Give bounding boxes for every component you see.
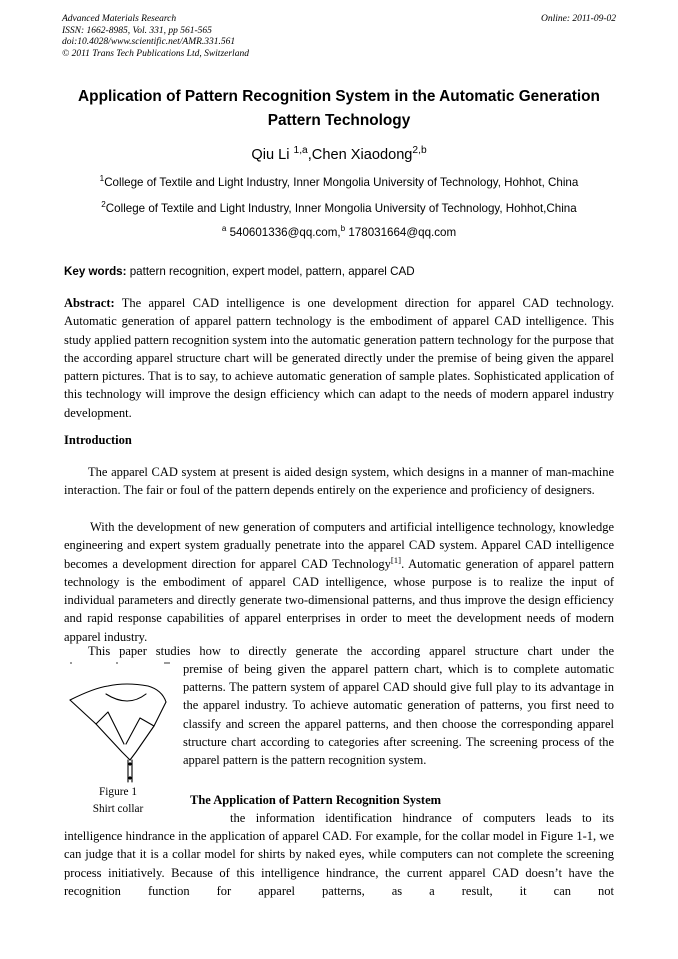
section-2-paragraph: intelligence hindrance in the application of apparel CAD. For example, for the collar model in Figure 1-1, we can judge that it is a collar model for shirts by naked eyes, while computers can not complete the screening process initiatively. Because of this intelligence hindrance, the current apparel CAD doesn’t have the recognition function for apparel patterns, as a result, it can not [64, 829, 614, 898]
keywords-text: pattern recognition, expert model, pattern, apparel CAD [126, 265, 415, 278]
affiliation-1 [0, 176, 678, 189]
paper-title: Application of Pattern Recognition System in the Automatic Generation Pattern Technology [78, 88, 600, 129]
citation-ref-1: [1] [390, 554, 402, 565]
abstract-text: The apparel CAD intelligence is one development direction for apparel CAD technology. Automatic generation of apparel pattern technology is the embodiment of apparel CAD intelligence. This study applied pattern recognition system into the automatic generation pattern technology for the purpose that the according apparel structure chart will be generated directly under the premise of being given the apparel pattern pictures. That is to say, to achieve automatic generation of sample plates. Sophisticated application of this technology will improve the design efficiency which can adapt to the needs of modern apparel industry development. [64, 296, 614, 420]
affiliation-1-text: College of Textile and Light Industry, Inner Mongolia University of Technology, Hohhot, China [104, 176, 579, 189]
copyright-line: © 2011 Trans Tech Publications Ltd, Switzerland [62, 48, 249, 59]
right-collar-point [126, 718, 154, 744]
abstract [64, 294, 614, 422]
journal-name: Advanced Materials Research [62, 14, 177, 24]
figure-label: Figure 1 [99, 786, 137, 798]
author-emails [0, 226, 678, 239]
email-a: 540601336@qq.com, [226, 226, 341, 239]
abstract-label: Abstract: [64, 296, 115, 310]
journal-header [62, 14, 249, 60]
intro-paragraph-2-part-a: With the development of new generation of computers and artificial intelligence technology, knowledge engineering and expert system gradually penetrate into the apparel CAD system. Apparel CAD intelligence becomes a development direction for apparel CAD Technology [64, 520, 614, 571]
keywords [64, 265, 415, 278]
intro-paragraph-2-part-b: . Automatic generation of apparel pattern technology is the embodiment of apparel CAD intelligence, whose purpose is to realize the input of individual parameters and directly generate two-dimensional patterns, and thus improve the design efficiency and rapid response capabilities of apparel enterprises in order to meet the development needs of modern apparel industry. [64, 556, 614, 644]
intro-paragraph-3-first-line: This paper studies how to directly generate the according apparel structure chart under the [88, 644, 614, 658]
section-2-heading: The Application of Pattern Recognition System [190, 793, 442, 807]
placket-button [128, 776, 131, 779]
affiliation-1-number: 1 [99, 174, 105, 184]
author-1: Qiu Li [251, 147, 290, 163]
figure-caption [62, 784, 174, 818]
introduction-heading: Introduction [64, 433, 132, 447]
right-collar-edge [130, 702, 166, 760]
author-1-superscript: 1,a [293, 145, 308, 157]
email-a-superscript: a [221, 224, 227, 234]
intro-paragraph-1: The apparel CAD system at present is aided design system, which designs in a manner of man-machine interaction. The fair or foul of the pattern depends entirely on the experience and proficiency of designers. [64, 465, 614, 498]
author-line [0, 147, 678, 163]
affiliation-2 [0, 202, 678, 215]
collar-button [128, 762, 131, 765]
author-2: ,Chen Xiaodong [307, 147, 413, 163]
section-2-first-line: the information identification hindrance of computers leads to its [230, 811, 614, 825]
affiliation-2-number: 2 [101, 200, 106, 210]
neckline-curve [106, 694, 146, 701]
online-date: Online: 2011-09-02 [540, 14, 616, 24]
intro-paragraph-3-wrapped: premise of being given the apparel pattern chart, which is to complete automatic patterns. The pattern system of apparel CAD should give full play to its advantage in the apparel industry. To achieve automatic generation of patterns, you first need to classify and screen the apparel patterns, and then choose the corresponding apparel structure chart according to categories after screening. The screening process of the apparel pattern is the pattern recognition system. [183, 662, 614, 768]
affiliation-2-text: College of Textile and Light Industry, Inner Mongolia University of Technology, Hohhot,China [105, 202, 577, 215]
author-2-superscript: 2,b [412, 145, 427, 157]
figure-caption-text: Shirt collar [92, 803, 144, 815]
shirt-collar-drawing [62, 660, 172, 785]
doi-line: doi:10.4028/www.scientific.net/AMR.331.561 [62, 37, 236, 47]
keywords-label: Key words: [64, 265, 127, 278]
email-b: 178031664@qq.com [345, 226, 457, 239]
shirt-collar-figure [62, 660, 172, 785]
email-b-superscript: b [340, 224, 346, 234]
left-collar-edge [70, 700, 130, 760]
issn-line: ISSN: 1662-8985, Vol. 331, pp 561-565 [62, 25, 212, 36]
intro-paragraph-2 [64, 518, 614, 646]
